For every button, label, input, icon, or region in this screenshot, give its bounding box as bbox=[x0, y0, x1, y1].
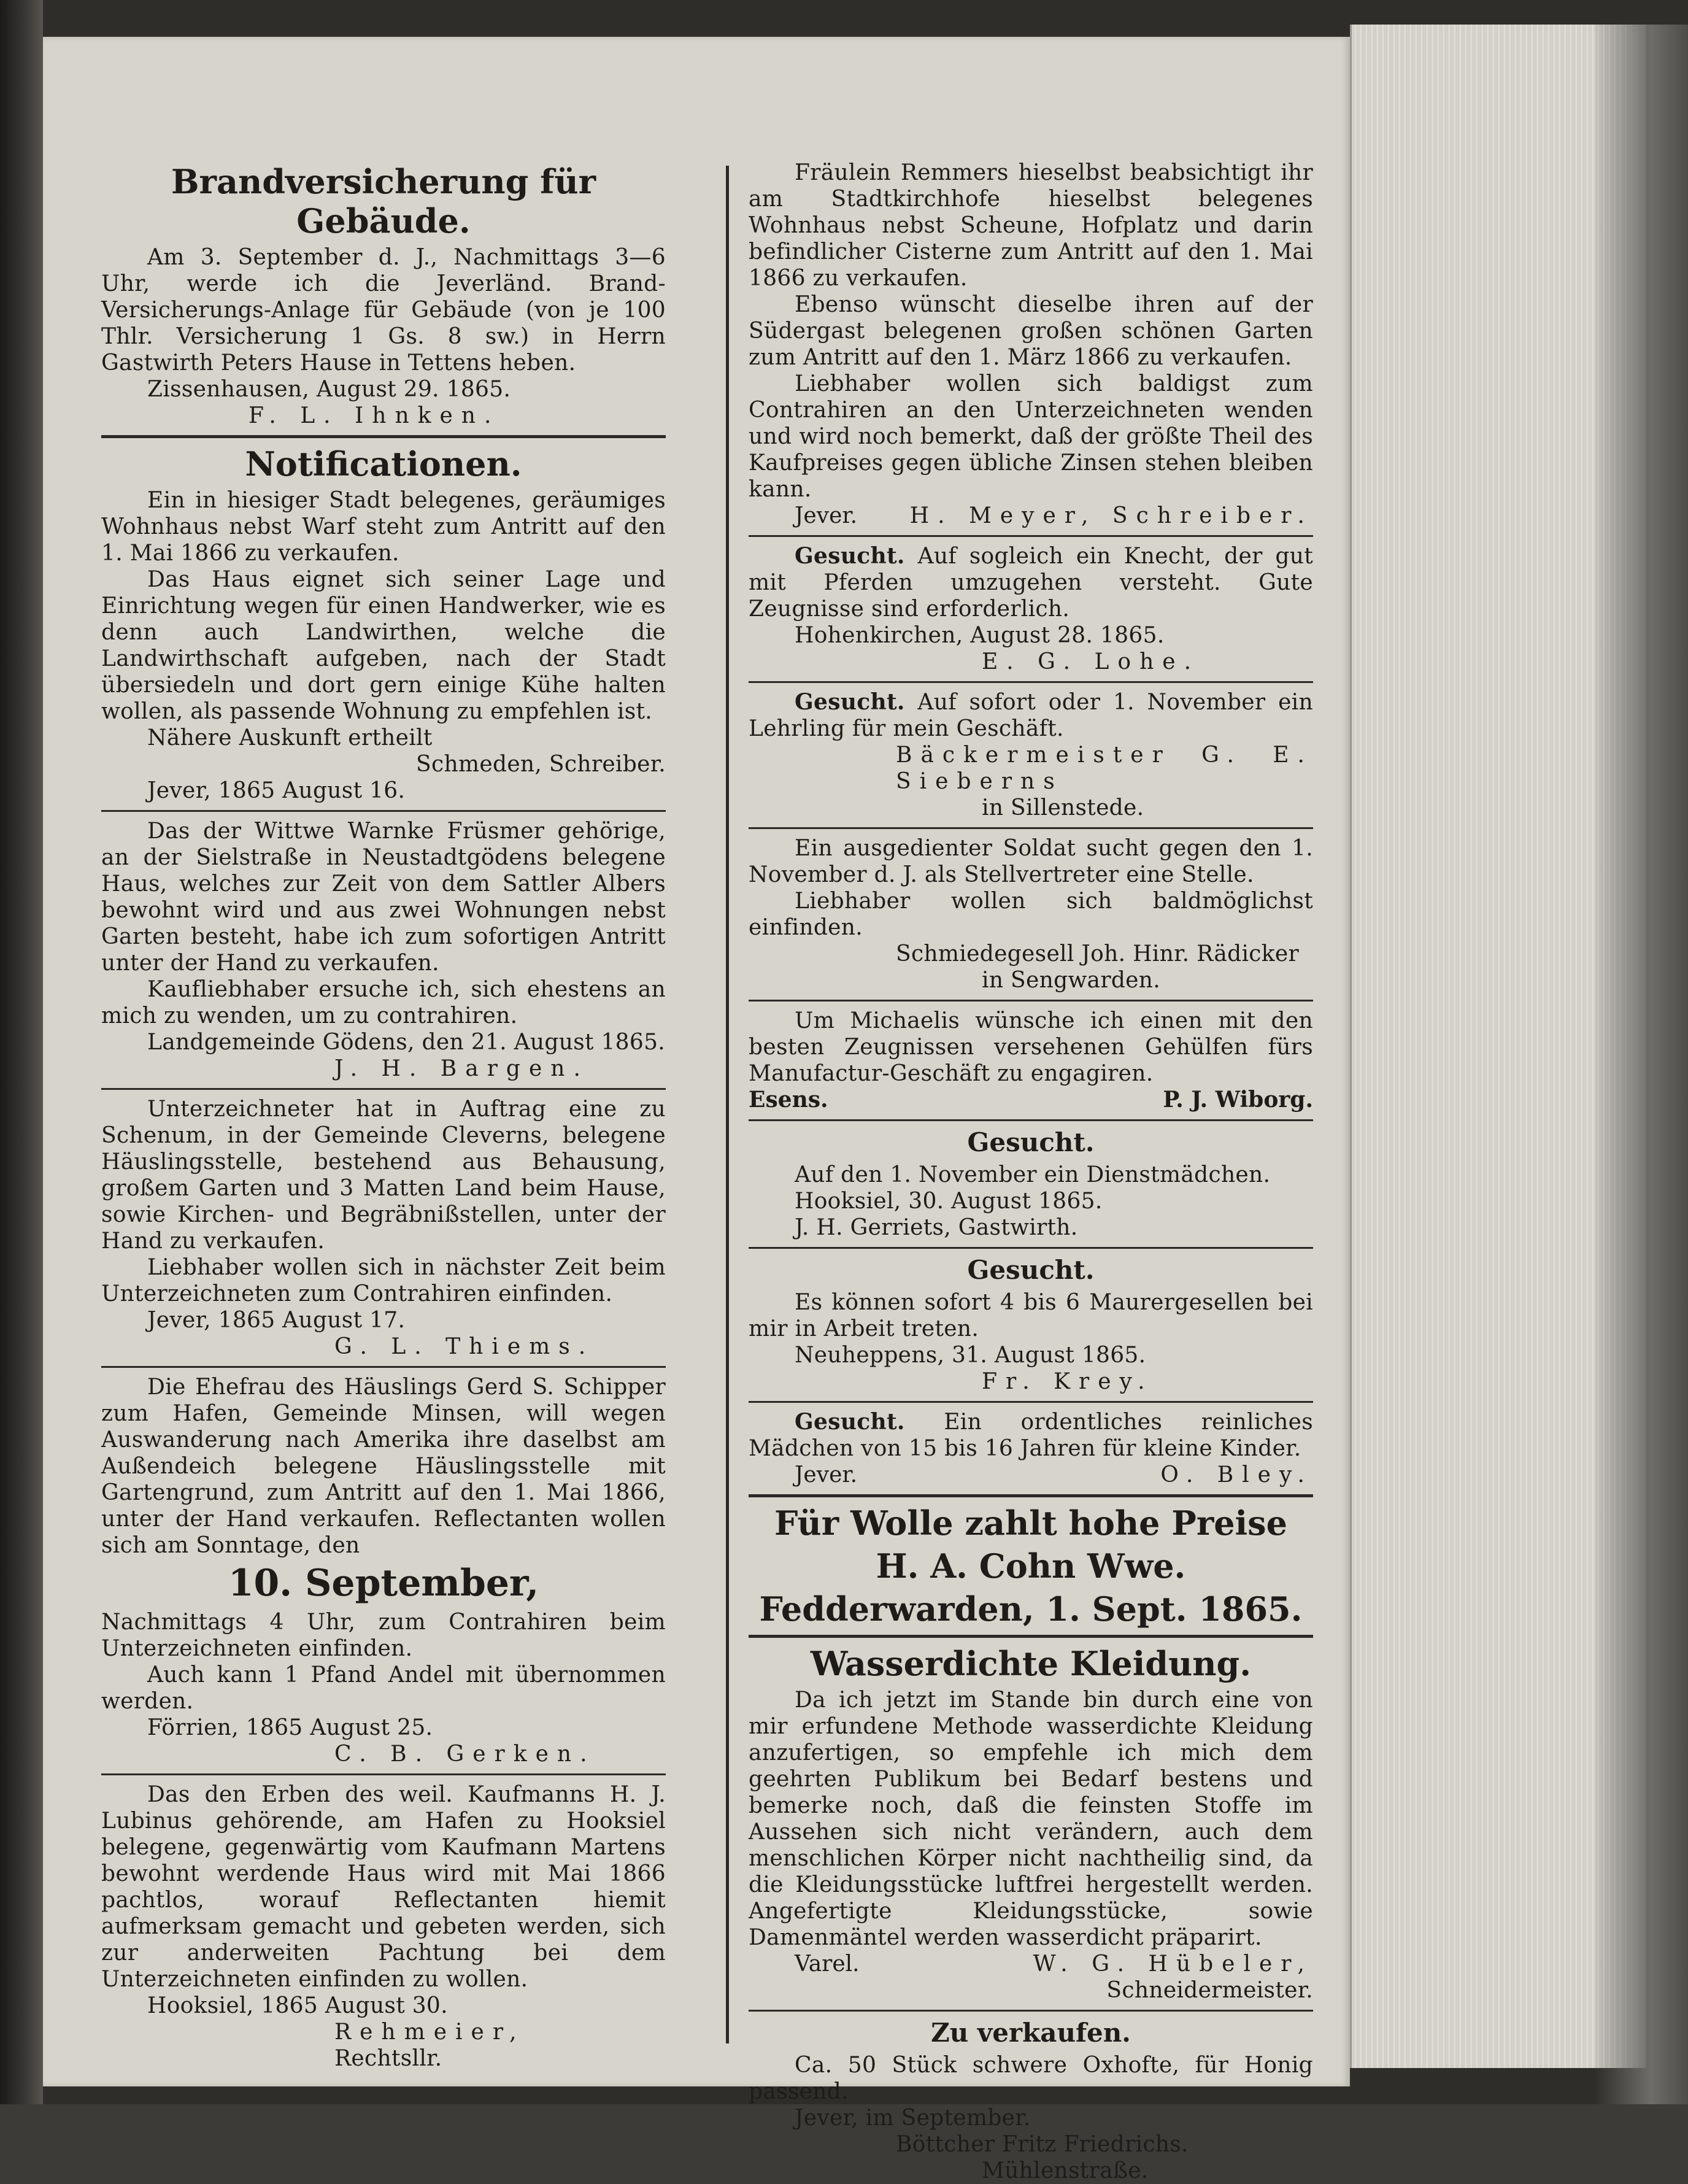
divider bbox=[749, 681, 1313, 683]
ad-2-lead: Gesucht. bbox=[795, 543, 905, 569]
waterproof-text: Da ich jetzt im Stande bin durch eine von mir erfundene Methode wasserdichte Kleidung anzufertigen, so empfehle ich mich dem geehrten Publikum bei Bedarf bestens und bemerke noch, daß die feinsten Stoffe im Aussehen sich nicht verändern, auch dem menschlichen Körper nicht nachtheilig sind, da die Kleidungsstücke luftfrei hergestellt werden. Angefertigte Kleidungsstücke, sowie Damenmäntel werden wasserdicht präparirt. bbox=[749, 1688, 1313, 1950]
ad-3-text bbox=[749, 689, 1313, 742]
notice-1-text: Ein in hiesiger Stadt belegenes, geräumiges Wohnhaus nebst Warf steht zum Antritt auf den 1. Mai 1866 zu verkaufen. bbox=[101, 488, 666, 566]
notice-4-place: Förrien, 1865 August 25. bbox=[147, 1715, 433, 1740]
ad-7-text: Es können sofort 4 bis 6 Maurergesellen bei mir in Arbeit treten. bbox=[749, 1290, 1313, 1341]
notice-2-signature: J. H. Bargen. bbox=[334, 1056, 589, 1081]
ad-3-signature: Bäckermeister G. E. Sieberns bbox=[896, 743, 1313, 794]
notice-2-text: Das der Wittwe Warnke Früsmer gehörige, an der Sielstraße in Neustadtgödens belegene Haus, welches zur Zeit von dem Sattler Albers bewohnt wird und aus zwei Wohnungen nebst Garten besteht, habe ich zum sofortigen Antritt unter der Hand zu verkaufen. bbox=[101, 819, 666, 976]
divider bbox=[749, 1635, 1313, 1638]
brand-heading: Brandversicherung für Gebäude. bbox=[171, 162, 596, 241]
ad-3-body: Auf sofort oder 1. November ein Lehrling für mein Geschäft. bbox=[749, 690, 1313, 741]
ad-8-body: Ein ordentliches reinliches Mädchen von 15 bis 16 Jahren für kleine Kinder. bbox=[749, 1410, 1313, 1461]
divider bbox=[749, 827, 1313, 829]
ad-8-signoff bbox=[749, 1462, 1313, 1488]
ad-1-signature: H. Meyer, Schreiber. bbox=[909, 503, 1313, 528]
waterproof-signoff bbox=[749, 1951, 1313, 1977]
ad-3-location: in Sillenstede. bbox=[982, 795, 1144, 820]
book-binding bbox=[0, 0, 43, 2104]
ad-6-heading: Gesucht. bbox=[967, 1127, 1095, 1157]
divider bbox=[749, 1247, 1313, 1249]
waterproof-signature: W. G. Hübeler, bbox=[1033, 1951, 1313, 1977]
ad-8-text bbox=[749, 1409, 1313, 1462]
ad-7-signature: Fr. Krey. bbox=[982, 1369, 1154, 1394]
ad-7-place: Neuheppens, 31. August 1865. bbox=[795, 1343, 1146, 1368]
waterproof-title: Schneidermeister. bbox=[1106, 1978, 1313, 2003]
ad-2-signature: E. G. Lohe. bbox=[982, 649, 1200, 674]
notifications-heading: Notificationen. bbox=[245, 444, 522, 484]
ad-1-text: Ebenso wünscht dieselbe ihren auf der Südergast belegenen großen schönen Garten zum Antritt auf den 1. März 1866 zu verkaufen. bbox=[749, 292, 1313, 370]
notice-2-text: Kaufliebhaber ersuche ich, sich ehestens an mich zu wenden, um zu contrahiren. bbox=[101, 977, 666, 1028]
notice-5-place: Hooksiel, 1865 August 30. bbox=[147, 1993, 448, 2018]
divider bbox=[749, 1119, 1313, 1121]
notice-4-date: 10. September, bbox=[228, 1562, 539, 1605]
ad-5-text: Um Michaelis wünsche ich einen mit den besten Zeugnissen versehenen Gehülfen fürs Manufactur-Geschäft zu engagiren. bbox=[749, 1008, 1313, 1086]
ad-5-signoff bbox=[749, 1087, 1313, 1113]
notice-4-text: Nachmittags 4 Uhr, zum Contrahiren beim Unterzeichneten einfinden. bbox=[101, 1610, 666, 1661]
ad-2-text bbox=[749, 543, 1313, 622]
notice-4-text: Die Ehefrau des Häuslings Gerd S. Schipper zum Hafen, Gemeinde Minsen, will wegen Auswanderung nach Amerika ihre daselbst am Außendeich belegene Häuslingsstelle mit Gartengrund, zum Antritt auf den 1. Mai 1866, unter der Hand verkaufen. Reflectanten wollen sich am Sonntage, den bbox=[101, 1375, 666, 1558]
ad-7-heading: Gesucht. bbox=[967, 1255, 1095, 1285]
divider bbox=[749, 2010, 1313, 2012]
divider bbox=[749, 1401, 1313, 1403]
ad-5-place: Esens. bbox=[749, 1087, 828, 1113]
notice-5-text: Das den Erben des weil. Kaufmanns H. J. Lubinus gehörende, am Hafen zu Hooksiel belegene, gegenwärtig vom Kaufmann Martens bewohnt werdende Haus wird mit Mai 1866 pachtlos, worauf Reflectanten hiemit aufmerksam gemacht und gebeten werden, sich zur anderweiten Pachtung bei dem Unterzeichneten einfinden zu wollen. bbox=[101, 1782, 666, 1992]
notice-5-title: Rechtsllr. bbox=[334, 2046, 442, 2071]
ad-1-text: Fräulein Remmers hieselbst beabsichtigt ihr am Stadtkirchhofe hieselbst belegenes Wohnhaus nebst Scheune, Hofplatz und darin befindlicher Cisterne zum Antritt auf den 1. Mai 1866 zu verkaufen. bbox=[749, 160, 1313, 291]
for-sale-signature: Böttcher Fritz Friedrichs. bbox=[896, 2132, 1189, 2157]
ad-4-text: Liebhaber wollen sich baldmöglichst einfinden. bbox=[749, 889, 1313, 940]
ad-8-signature: O. Bley. bbox=[1160, 1462, 1313, 1488]
notice-4-signature: C. B. Gerken. bbox=[334, 1742, 596, 1767]
column-divider bbox=[726, 166, 729, 2043]
ad-2-place: Hohenkirchen, August 28. 1865. bbox=[795, 623, 1165, 648]
notice-5-signature: Rehmeier, bbox=[334, 2020, 525, 2045]
ad-3-lead: Gesucht. bbox=[795, 689, 905, 715]
notice-1-text: Nähere Auskunft ertheilt bbox=[147, 725, 433, 751]
notice-3-signature: G. L. Thiems. bbox=[334, 1334, 595, 1359]
wool-ad-line-3: Fedderwarden, 1. Sept. 1865. bbox=[759, 1589, 1303, 1629]
divider bbox=[101, 1088, 666, 1090]
waterproof-place: Varel. bbox=[795, 1951, 860, 1977]
notice-1-place: Jever, 1865 August 16. bbox=[147, 778, 406, 803]
ad-5-signature: P. J. Wiborg. bbox=[1163, 1087, 1313, 1113]
for-sale-text: Ca. 50 Stück schwere Oxhofte, für Honig passend. bbox=[749, 2053, 1313, 2104]
ad-1-text: Liebhaber wollen sich baldigst zum Contrahiren an den Unterzeichneten wenden und wird noch bemerkt, daß der größte Theil des Kaufpreises gegen übliche Zinsen stehen bleiben kann. bbox=[749, 371, 1313, 502]
ad-4-location: in Sengwarden. bbox=[982, 968, 1161, 993]
brand-text: Am 3. September d. J., Nachmittags 3—6 Uhr, werde ich die Jeverländ. Brand-Versicherungs-Anlage für Gebäude (von je 100 Thlr. Versicherung 1 Gs. 8 sw.) in Herrn Gastwirth Peters Hause in Tettens heben. bbox=[101, 245, 666, 376]
notice-4-text: Auch kann 1 Pfand Andel mit übernommen werden. bbox=[101, 1662, 666, 1714]
notice-3-place: Jever, 1865 August 17. bbox=[147, 1308, 406, 1333]
notice-3-text: Liebhaber wollen sich in nächster Zeit beim Unterzeichneten zum Contrahiren einfinden. bbox=[101, 1255, 666, 1306]
newspaper-page bbox=[43, 37, 1350, 2183]
ad-8-place: Jever. bbox=[795, 1462, 858, 1488]
ad-4-signature: Schmiedegesell Joh. Hinr. Rädicker bbox=[896, 941, 1299, 967]
ad-6-place: Hooksiel, 30. August 1865. bbox=[795, 1189, 1103, 1214]
ad-1-place: Jever. bbox=[795, 503, 858, 528]
notice-1-text: Das Haus eignet sich seiner Lage und Einrichtung wegen für einen Handwerker, wie es denn auch Landwirthen, welche die Landwirthschaft aufgeben, nach der Stadt übersiedeln und dort gern einige Kühe halten wollen, als passende Wohnung zu empfehlen ist. bbox=[101, 567, 666, 724]
ad-4-text: Ein ausgedienter Soldat sucht gegen den 1. November d. J. als Stellvertreter eine Stelle. bbox=[749, 836, 1313, 887]
ad-6-text: Auf den 1. November ein Dienstmädchen. bbox=[795, 1162, 1271, 1187]
notice-1-signature: Schmeden, Schreiber. bbox=[416, 752, 666, 777]
divider bbox=[101, 435, 666, 438]
divider bbox=[101, 1366, 666, 1368]
for-sale-place: Jever, im September. bbox=[795, 2105, 1031, 2131]
divider bbox=[101, 1773, 666, 1775]
divider bbox=[749, 1000, 1313, 1001]
notice-2-place: Landgemeinde Gödens, den 21. August 1865. bbox=[147, 1030, 666, 1055]
notice-3-text: Unterzeichneter hat in Auftrag eine zu Schenum, in der Gemeinde Cleverns, belegene Häuslingsstelle, bestehend aus Behausung, großem Garten und 3 Matten Land beim Hause, sowie Kirchen- und Begräbnißstellen, unter der Hand zu verkaufen. bbox=[101, 1097, 666, 1254]
divider bbox=[749, 1494, 1313, 1497]
wool-ad-line-2: H. A. Cohn Wwe. bbox=[876, 1546, 1186, 1586]
ad-1-signoff bbox=[749, 503, 1313, 529]
book-edge-shadow bbox=[1595, 25, 1688, 2104]
left-column bbox=[101, 160, 666, 2072]
brand-signature: F. L. Ihnken. bbox=[249, 403, 500, 428]
divider bbox=[749, 535, 1313, 537]
ad-6-signature: J. H. Gerriets, Gastwirth. bbox=[795, 1215, 1078, 1240]
ad-2-body: Auf sogleich ein Knecht, der gut mit Pferden umzugehen versteht. Gute Zeugnisse sind erforderlich. bbox=[749, 544, 1313, 622]
ad-8-lead: Gesucht. bbox=[795, 1409, 905, 1435]
right-column bbox=[749, 160, 1313, 2184]
waterproof-heading: Wasserdichte Kleidung. bbox=[810, 1644, 1252, 1683]
brand-place: Zissenhausen, August 29. 1865. bbox=[147, 377, 511, 402]
for-sale-heading: Zu verkaufen. bbox=[931, 2018, 1131, 2048]
wool-ad-line-1: Für Wolle zahlt hohe Preise bbox=[774, 1503, 1287, 1543]
for-sale-address: Mühlenstraße. bbox=[982, 2158, 1149, 2183]
divider bbox=[101, 810, 666, 812]
